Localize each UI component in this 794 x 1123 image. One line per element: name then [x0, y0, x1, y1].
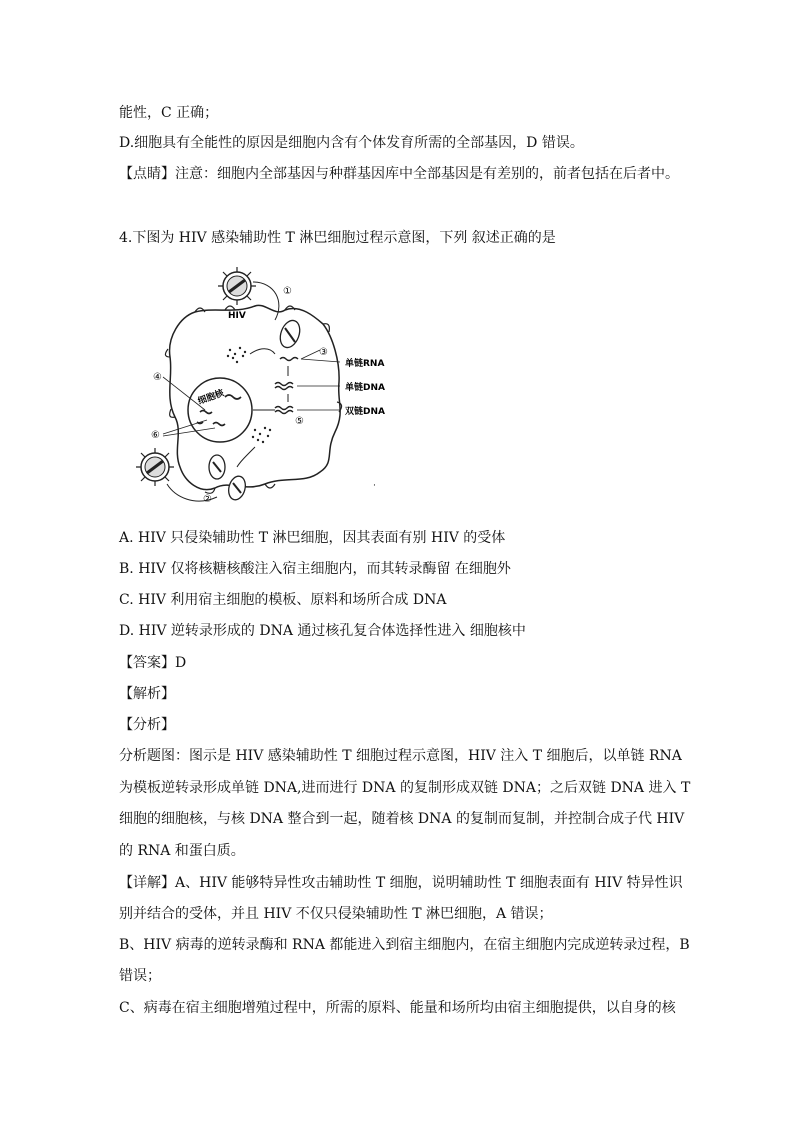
text-line: 能性，C 正确； — [119, 105, 219, 121]
hiv-virus-bottom — [136, 448, 174, 486]
analysis-line: 细胞的细胞核，与核 DNA 整合到一起，随着核 DNA 的复制而复制，并控制合成子代 HIV — [119, 811, 685, 827]
hiv-infection-diagram — [125, 262, 395, 512]
label-dsdna: 双链DNA — [345, 407, 385, 417]
text-line: 【点睛】注意：细胞内全部基因与种群基因库中全部基因是有差别的，前者包括在后者中。 — [119, 166, 679, 182]
hiv-label: HIV — [228, 311, 246, 321]
stray-dot: · — [373, 481, 376, 491]
detail-line: C、病毒在宿主细胞增殖过程中，所需的原料、能量和场所均由宿主细胞提供，以自身的核 — [119, 1000, 676, 1016]
text-line: D.细胞具有全能性的原因是细胞内含有个体发育所需的全部基因，D 错误。 — [119, 135, 584, 151]
answer: 【答案】D — [119, 655, 187, 671]
detail-line: 别并结合的受体，并且 HIV 不仅只侵染辅助性 T 淋巴细胞，A 错误； — [119, 906, 553, 922]
fenxi-heading: 【分析】 — [119, 717, 175, 733]
analysis-line: 为模板逆转录形成单链 DNA,进而进行 DNA 的复制形成双链 DNA；之后双链 DNA 进入 T — [119, 780, 691, 796]
option-d: D. HIV 逆转录形成的 DNA 通过核孔复合体选择性进入 细胞核中 — [119, 623, 526, 639]
hiv-virus-top — [218, 267, 256, 305]
option-b: B. HIV 仅将核糖核酸注入宿主细胞内，而其转录酶留 在细胞外 — [119, 561, 511, 577]
analysis-line: 的 RNA 和蛋白质。 — [119, 843, 245, 859]
ssdna-strand — [275, 383, 293, 390]
step-1-label: ① — [283, 286, 292, 297]
detail-line: 【详解】A、HIV 能够特异性攻击辅助性 T 细胞，说明辅助性 T 细胞表面有 HIV 特异性识 — [119, 875, 683, 891]
label-ssdna: 单链DNA — [345, 383, 385, 393]
label-ssrna: 单链RNA — [345, 359, 385, 369]
question-text: 4.下图为 HIV 感染辅助性 T 淋巴细胞过程示意图，下列 叙述正确的是 — [119, 230, 556, 246]
step-4-label: ④ — [153, 372, 162, 383]
virion-assembly-left — [209, 455, 225, 479]
step-6-label: ⑥ — [151, 430, 160, 441]
analysis-line: 分析题图：图示是 HIV 感染辅助性 T 细胞过程示意图，HIV 注入 T 细胞后，以单链 RNA — [119, 748, 682, 764]
step-5-label: ⑤ — [295, 416, 304, 427]
jiexi-heading: 【解析】 — [119, 686, 175, 702]
virion-assembly-right — [226, 474, 248, 501]
nucleus — [188, 378, 252, 442]
step-2-label: ② — [203, 494, 212, 505]
detail-line: B、HIV 病毒的逆转录酶和 RNA 都能进入到宿主细胞内，在宿主细胞内完成逆转录过程，B — [119, 937, 690, 953]
hiv-entering-capsule — [277, 318, 303, 350]
option-c: C. HIV 利用宿主细胞的模板、原料和场所合成 DNA — [119, 592, 447, 608]
detail-line: 错误； — [119, 968, 161, 984]
protein-dots-bottom — [252, 427, 271, 443]
option-a: A. HIV 只侵染辅助性 T 淋巴细胞，因其表面有别 HIV 的受体 — [119, 530, 506, 546]
svg-text:细胞核: 细胞核 — [196, 388, 226, 408]
protein-dots-top — [227, 347, 246, 363]
dsdna-strand — [275, 407, 293, 414]
step-3-label: ③ — [319, 347, 328, 358]
ssrna-strand — [280, 358, 298, 361]
